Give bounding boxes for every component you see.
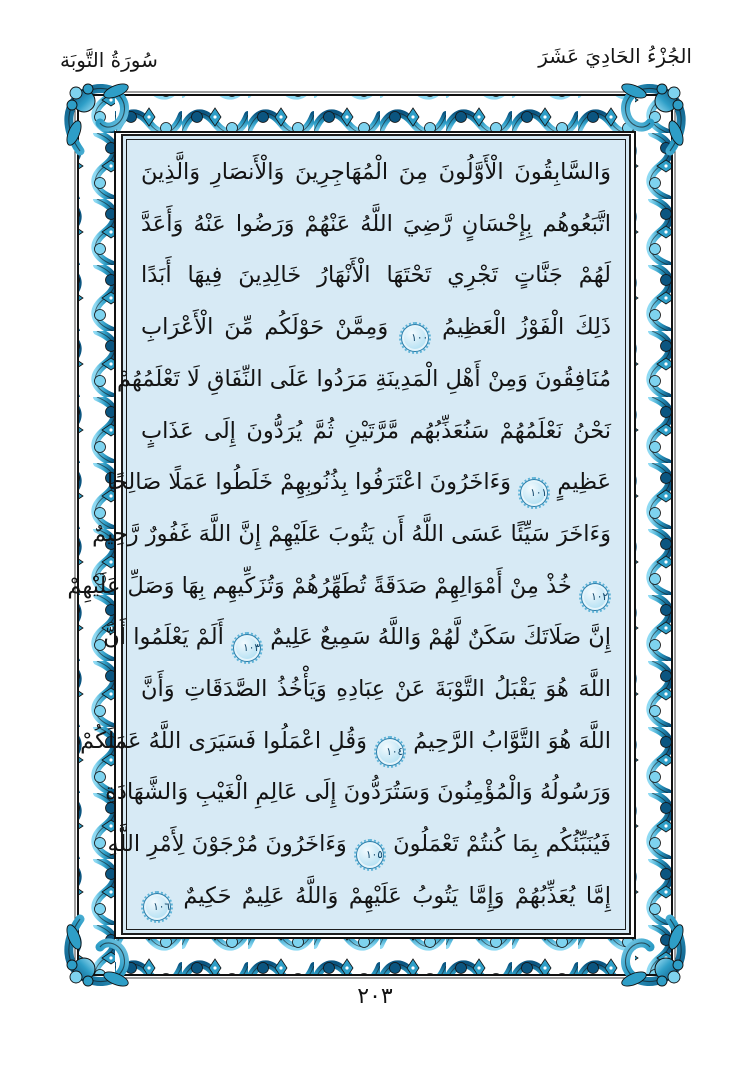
ayah-text: ذَلِكَ الْفَوْزُ الْعَظِيمُ [442,314,611,341]
surah-title: سُورَةُ التَّوبَة [60,48,158,72]
ayah-end-marker: ١٠٥ [356,841,384,869]
quran-line [105,768,611,819]
ayah-end-marker: ١٠٢ [581,583,609,611]
quran-line [141,665,611,716]
ayah-text: إِنَّ صَلَاتَكَ سَكَنٌ لَّهُمْ وَاللَّهُ سَمِيعٌ عَلِيمٌ [270,624,611,651]
ayah-text: نَحْنُ نَعْلَمُهُمْ سَنُعَذِّبُهُم مَّرَّتَيْنِ ثُمَّ يُرَدُّونَ إِلَى عَذَابٍ [141,417,611,444]
quran-line [103,613,611,664]
quran-line [141,872,611,923]
ayah-text: وَقُلِ اعْمَلُوا فَسَيَرَى اللَّهُ عَمَلَكُمْ [80,727,367,754]
ayah-text: إِمَّا يُعَذِّبُهُمْ وَإِمَّا يَتُوبُ عَلَيْهِمْ وَاللَّهُ عَلِيمٌ حَكِيمٌ [183,882,611,909]
ayah-text: عَظِيمٍ [557,469,611,496]
ayah-text: اللَّهَ هُوَ التَّوَّابُ الرَّحِيمُ [413,727,611,754]
ayah-text: وَءَاخَرُونَ مُرْجَوْنَ لِأَمْرِ اللَّهِ [107,831,347,858]
quran-line [107,820,611,871]
ayah-end-marker: ١٠٣ [233,634,261,662]
ayah-text: وَالسَّابِقُونَ الْأَوَّلُونَ مِنَ الْمُهَاجِرِينَ وَالْأَنصَارِ وَالَّذِينَ [141,159,611,185]
ayah-text: وَرَسُولُهُ وَالْمُؤْمِنُونَ وَسَتُرَدُّونَ إِلَى عَالِمِ الْغَيْبِ وَالشَّهَادَةِ [105,779,611,806]
ayah-text: مُنَافِقُونَ وَمِنْ أَهْلِ الْمَدِينَةِ مَرَدُوا عَلَى النِّفَاقِ لَا تَعْلَمُهُمْ [116,365,611,392]
quran-line [80,717,611,768]
ayah-end-marker: ١٠٦ [143,893,171,921]
ayah-text: أَلَمْ يَعْلَمُوا أَنَّ [103,624,224,651]
ayah-text: اللَّهَ هُوَ يَقْبَلُ التَّوْبَةَ عَنْ عِبَادِهِ وَيَأْخُذُ الصَّدَقَاتِ وَأَنَّ [141,676,611,703]
ayah-text: وَمِمَّنْ حَوْلَكُم مِّنَ الْأَعْرَابِ [141,314,389,341]
ayah-text: وَءَاخَرَ سَيِّئًا عَسَى اللَّهُ أَن يَتُوبَ عَلَيْهِمْ إِنَّ اللَّهَ غَفُورٌ رَّحِيمٌ [92,520,611,547]
quran-text-panel [67,134,631,935]
quran-line [141,148,611,199]
juz-title: الجُزْءُ الحَادِيَ عَشَرَ [538,44,692,68]
ayah-end-marker: ١٠٠ [401,324,429,352]
page-number: ٢٠٣ [357,984,393,1009]
quran-line [141,251,611,302]
ayah-end-marker: ١٠١ [520,479,548,507]
ayah-text: وَءَاخَرُونَ اعْتَرَفُوا بِذُنُوبِهِمْ خَلَطُوا عَمَلًا صَالِحًا [107,469,512,496]
quran-line [116,355,611,406]
ayah-text: اتَّبَعُوهُم بِإِحْسَانٍ رَّضِيَ اللَّهُ عَنْهُمْ وَرَضُوا عَنْهُ وَأَعَدَّ [141,210,611,237]
ayah-text: فَيُنَبِّئُكُم بِمَا كُنتُمْ تَعْمَلُونَ [393,831,611,858]
quran-line [141,200,611,251]
quran-line [67,562,611,613]
ayah-text: خُذْ مِنْ أَمْوَالِهِمْ صَدَقَةً تُطَهِّرُهُمْ وَتُزَكِّيهِم بِهَا وَصَلِّ عَلَيْهِمْ [67,572,572,599]
quran-line [107,458,611,509]
quran-line [141,303,611,354]
ayah-end-marker: ١٠٤ [376,738,404,766]
quran-line [92,510,611,561]
quran-line [141,407,611,458]
ayah-text: لَهُمْ جَنَّاتٍ تَجْرِي تَحْتَهَا الْأَنْهَارُ خَالِدِينَ فِيهَا أَبَدًا [141,262,611,289]
